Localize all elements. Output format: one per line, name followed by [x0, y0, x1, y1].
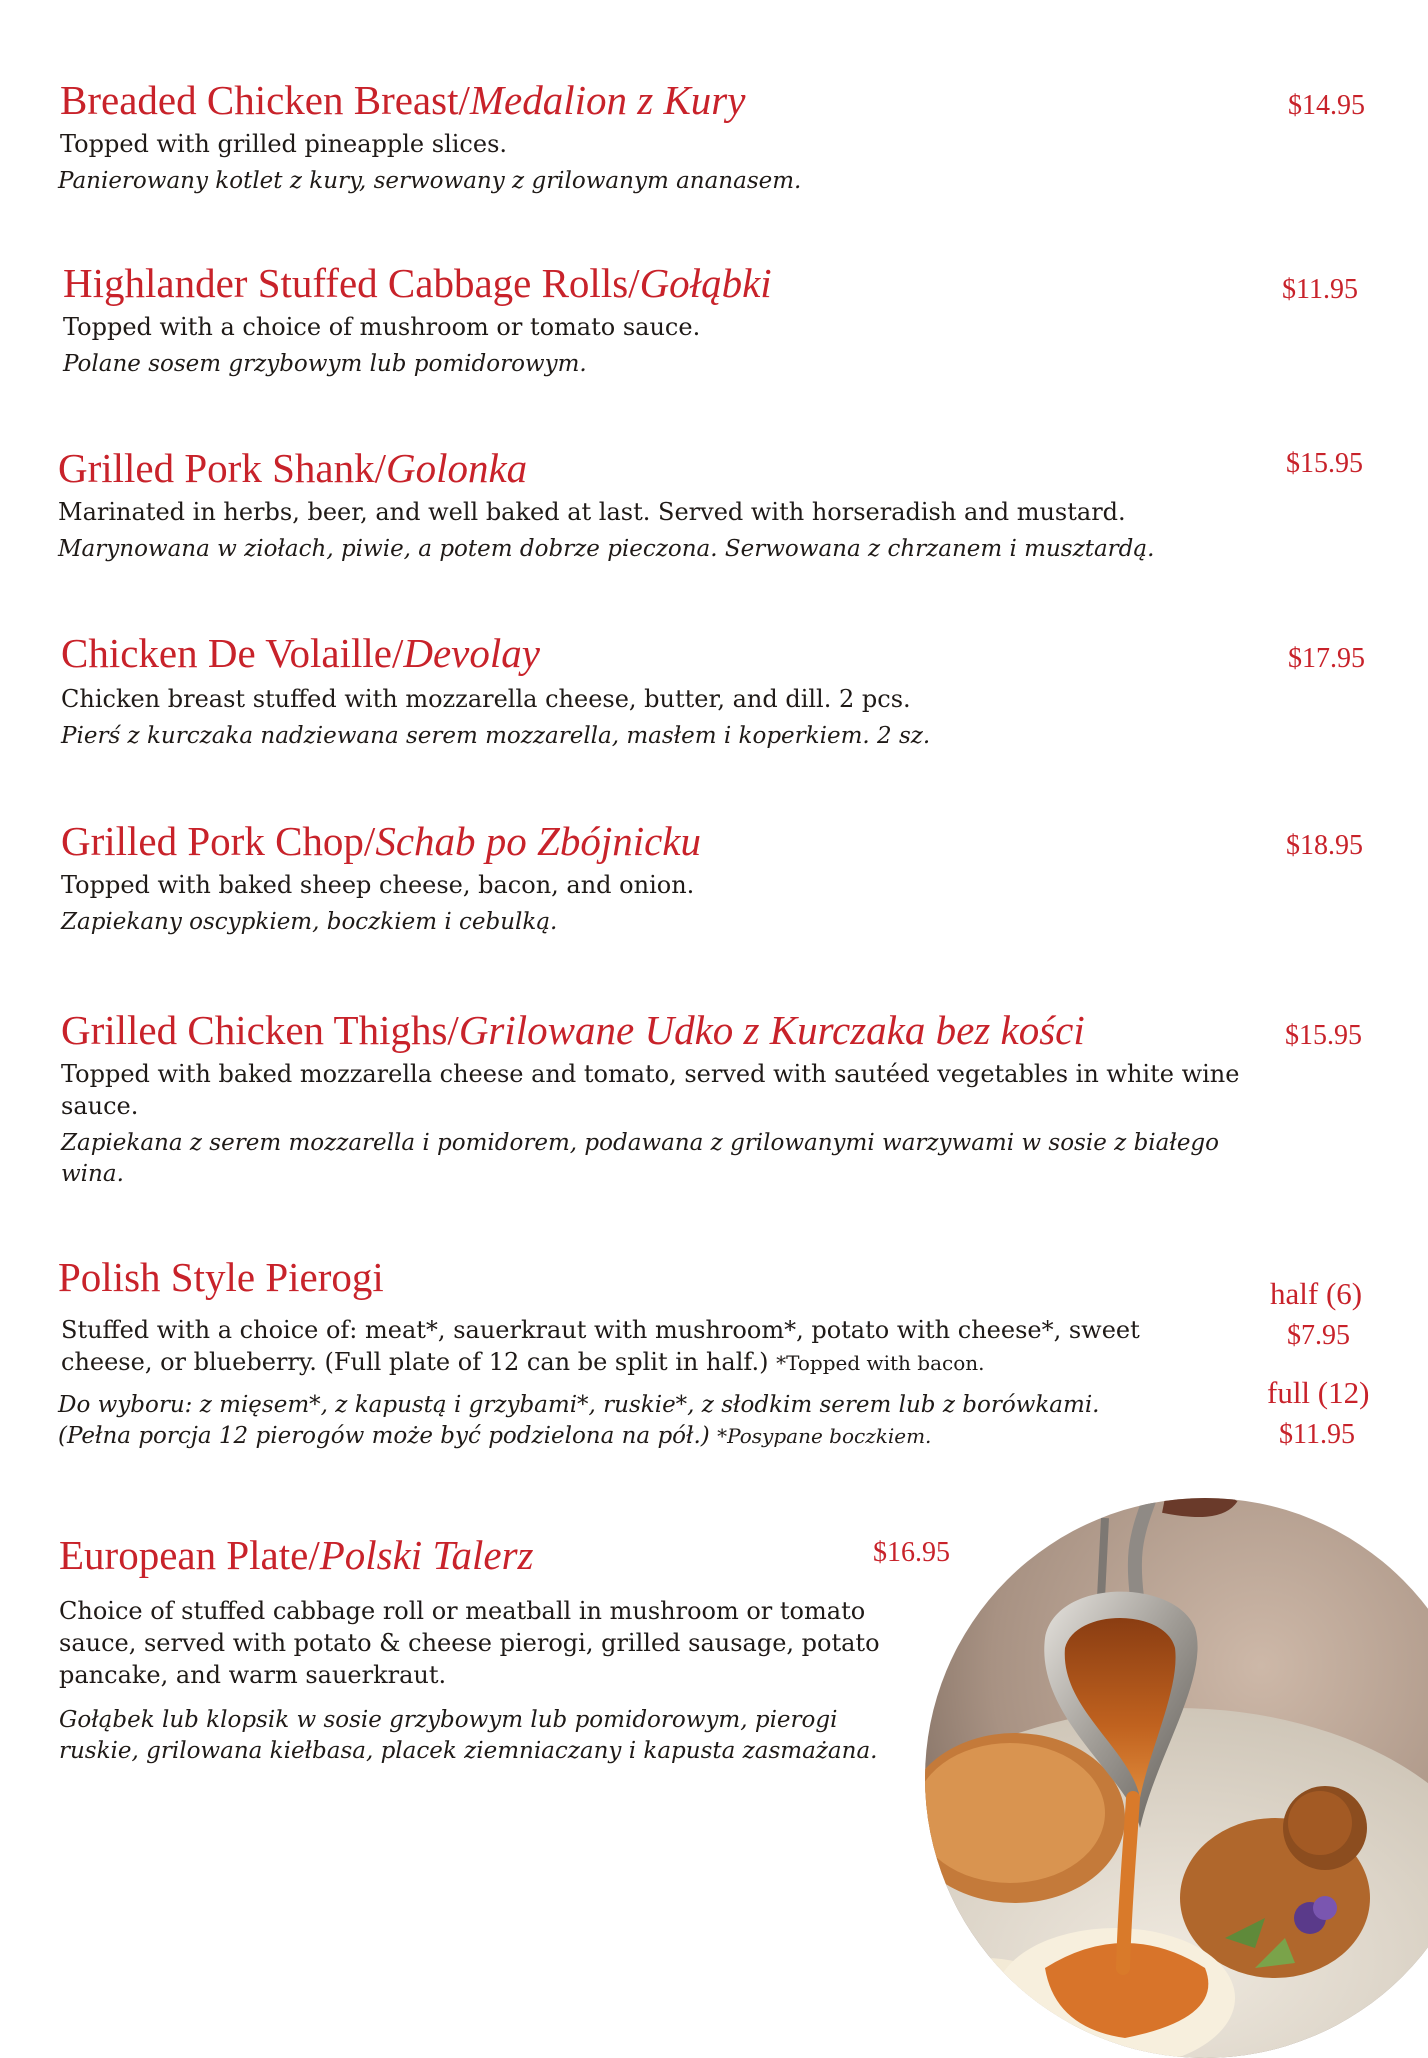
- item-price: $15.95: [1285, 1020, 1362, 1051]
- item-name-pl: Golonka: [385, 445, 528, 491]
- food-photo: [925, 1498, 1428, 2058]
- item-description-pl: Zapiekana z serem mozzarella i pomidorem, podawana z grilowanymi warzywami w sosie z białego wina.: [61, 1130, 1219, 1187]
- item-description-pl: Pierś z kurczaka nadziewana serem mozzarella, masłem i koperkiem. 2 sz.: [61, 723, 931, 749]
- bacon-note: *Posypane boczkiem.: [717, 1424, 932, 1448]
- item-title: [60, 77, 746, 123]
- item-name-pl: Grilowane Udko z Kurczaka bez kości: [458, 1007, 1085, 1053]
- gravy-pour-illustration: [925, 1498, 1428, 2058]
- item-name-pl: Devolay: [403, 630, 540, 676]
- full-price: $11.95: [1279, 1419, 1355, 1450]
- item-title: [59, 1532, 534, 1578]
- half-label: half (6): [1270, 1276, 1363, 1311]
- item-title: [58, 445, 528, 491]
- item-price: $14.95: [1288, 90, 1365, 121]
- half-price: $7.95: [1287, 1320, 1350, 1351]
- item-name-pl: Gołąbki: [639, 260, 772, 306]
- item-description-pl: Gołąbek lub klopsik w sosie grzybowym lub pomidorowym, pierogi ruskie, grilowana kiełbasa, placek ziemniaczany i kapusta zasmażana.: [59, 1707, 878, 1764]
- full-label: full (12): [1267, 1375, 1370, 1410]
- item-title: [61, 630, 540, 676]
- item-description-en: [61, 1314, 1161, 1379]
- item-description-en: Marinated in herbs, beer, and well baked at last. Served with horseradish and mustard.: [58, 498, 1126, 526]
- item-name-en: Grilled Pork Shank/: [58, 445, 386, 491]
- item-description-pl: Polane sosem grzybowym lub pomidorowym.: [63, 351, 587, 377]
- item-title: [63, 260, 772, 306]
- item-price: $11.95: [1282, 274, 1358, 305]
- item-name-en: European Plate/: [59, 1532, 320, 1578]
- description-text: Do wyboru: z mięsem*, z kapustą i grzybami*, ruskie*, z słodkim serem lub z borówkami. (Pełna porcja 12 pierogów może być podzielona na pół.): [58, 1392, 1100, 1449]
- item-name-en: Grilled Pork Chop/: [61, 818, 376, 864]
- item-name-en: Highlander Stuffed Cabbage Rolls/: [63, 260, 640, 306]
- item-name-en: Chicken De Volaille/: [61, 630, 404, 676]
- item-description-en: Topped with grilled pineapple slices.: [60, 130, 508, 158]
- item-price: $16.95: [873, 1537, 950, 1568]
- item-description-pl: Panierowany kotlet z kury, serwowany z grilowanym ananasem.: [58, 168, 802, 194]
- item-name-pl: Schab po Zbójnicku: [375, 818, 702, 864]
- item-description-en: Topped with baked sheep cheese, bacon, and onion.: [61, 871, 695, 899]
- item-name-pl: Polski Talerz: [319, 1532, 534, 1578]
- item-description-en: Chicken breast stuffed with mozzarella cheese, butter, and dill. 2 pcs.: [61, 685, 911, 713]
- item-price: $15.95: [1286, 448, 1363, 479]
- item-description-en: Topped with baked mozzarella cheese and tomato, served with sautéed vegetables in white wine sauce.: [61, 1060, 1240, 1120]
- item-name-en: Breaded Chicken Breast/: [60, 77, 470, 123]
- item-name-pl: Medalion z Kury: [469, 77, 746, 123]
- item-title: [61, 1007, 1085, 1053]
- item-description-en: Topped with a choice of mushroom or tomato sauce.: [63, 313, 701, 341]
- item-title: Polish Style Pierogi: [58, 1254, 384, 1300]
- item-price: $17.95: [1288, 643, 1365, 674]
- item-price: $18.95: [1286, 830, 1363, 861]
- item-name-en: Grilled Chicken Thighs/: [61, 1007, 459, 1053]
- item-description-pl: Zapiekany oscypkiem, boczkiem i cebulką.: [61, 909, 558, 935]
- item-description-en: Choice of stuffed cabbage roll or meatball in mushroom or tomato sauce, served with potato & cheese pierogi, grilled sausage, potato pancake, and warm sauerkraut.: [59, 1597, 880, 1689]
- item-description-pl: [58, 1390, 1158, 1452]
- bacon-note: *Topped with bacon.: [776, 1351, 985, 1375]
- description-text: Stuffed with a choice of: meat*, sauerkraut with mushroom*, potato with cheese*, sweet cheese, or blueberry. (Full plate of 12 can be split in half.): [61, 1316, 1140, 1376]
- item-title: [61, 818, 702, 864]
- item-description-pl: Marynowana w ziołach, piwie, a potem dobrze pieczona. Serwowana z chrzanem i musztardą.: [58, 536, 1155, 562]
